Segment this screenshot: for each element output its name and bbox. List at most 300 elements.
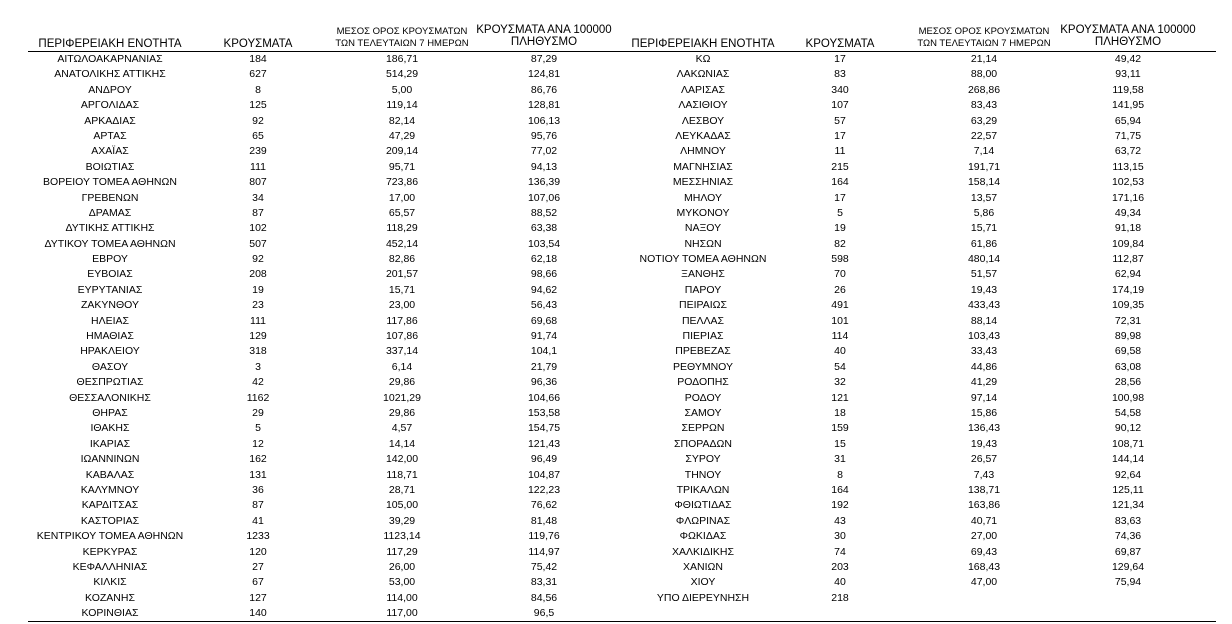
left-avg7-cell: 28,71 [388,483,416,496]
right-avg7-cell: 268,86 [967,83,1001,96]
left-region-cell: ΑΧΑΪΑΣ [91,145,129,158]
left-per100k-cell: 114,97 [528,545,560,558]
left-avg7-cell: 6,14 [391,360,413,373]
right-region-cell: ΦΩΚΙΔΑΣ [679,530,727,543]
left-avg7-cell: 337,14 [385,345,419,358]
left-per100k-cell: 119,76 [528,530,560,543]
right-per100k-cell: 71,75 [1114,129,1142,142]
right-avg7-cell: 15,71 [970,222,998,235]
table-row [0,160,1232,175]
right-avg7-cell: 433,43 [967,299,1001,312]
left-region-cell: ΑΝΔΡΟΥ [88,83,132,96]
table-row [0,498,1232,513]
table-row [0,237,1232,252]
left-avg7-cell: 47,29 [388,129,416,142]
left-avg7-cell: 23,00 [388,299,416,312]
left-cases-cell: 125 [249,99,267,112]
left-per100k-cell: 96,49 [530,453,558,466]
left-per100k-cell: 96,5 [533,607,555,620]
left-cases-cell: 318 [249,345,267,358]
header-avg-right [912,26,1056,50]
right-avg7-cell: 27,00 [970,530,998,543]
right-avg7-cell: 41,29 [970,376,998,389]
right-avg7-cell: 7,14 [973,145,995,158]
left-avg7-cell: 1021,29 [383,391,421,404]
right-region-cell: ΦΘΙΩΤΙΔΑΣ [674,499,732,512]
right-per100k-cell: 72,31 [1114,314,1142,327]
right-per100k-cell: 74,36 [1114,530,1142,543]
right-avg7-cell: 88,14 [970,314,998,327]
left-region-cell: ΚΟΖΑΝΗΣ [85,591,135,604]
right-cases-cell: 114 [831,330,849,343]
left-region-cell: ΘΕΣΣΑΛΟΝΙΚΗΣ [69,391,151,404]
left-per100k-cell: 21,79 [530,360,558,373]
left-per100k-cell: 153,58 [527,406,561,419]
right-cases-cell: 40 [834,345,846,358]
left-region-cell: ΕΥΡΥΤΑΝΙΑΣ [77,283,143,296]
left-region-cell: ΑΝΑΤΟΛΙΚΗΣ ΑΤΤΙΚΗΣ [54,68,166,81]
table-row [0,560,1232,575]
right-region-cell: ΛΕΥΚΑΔΑΣ [675,129,731,142]
left-avg7-cell: 117,00 [386,607,418,620]
right-region-cell: ΞΑΝΘΗΣ [681,268,725,281]
table-row [0,314,1232,329]
right-per100k-cell: 49,42 [1114,53,1142,65]
left-cases-cell: 208 [249,268,267,281]
left-avg7-cell: 95,71 [388,160,416,173]
left-avg7-cell: 14,14 [388,437,416,450]
left-region-cell: ΖΑΚΥΝΘΟΥ [80,299,139,312]
left-cases-cell: 1233 [246,530,270,543]
left-cases-cell: 507 [249,237,267,250]
left-avg7-cell: 452,14 [385,237,419,250]
left-avg7-cell: 17,00 [388,191,416,204]
left-per100k-cell: 136,39 [527,176,561,189]
left-region-cell: ΗΡΑΚΛΕΙΟΥ [80,345,140,358]
table-row [0,144,1232,159]
right-region-cell: ΣΕΡΡΩΝ [681,422,725,435]
right-cases-cell: 54 [834,360,846,373]
left-per100k-cell: 75,42 [530,560,558,573]
right-cases-cell: 83 [834,68,846,81]
right-avg7-cell: 5,86 [973,206,995,219]
right-per100k-cell: 144,14 [1111,453,1145,466]
right-cases-cell: 30 [834,530,846,543]
header-per100k-line2: ΠΛΗΘΥΣΜΟ [1094,36,1162,48]
table-row [0,298,1232,313]
table-row [0,129,1232,144]
right-avg7-cell: 168,43 [967,560,1001,573]
right-cases-cell: 340 [831,83,849,96]
table-row [0,591,1232,606]
right-region-cell: ΜΕΣΣΗΝΙΑΣ [672,176,734,189]
right-per100k-cell: 62,94 [1114,268,1142,281]
left-avg7-cell: 105,00 [385,499,419,512]
left-per100k-cell: 86,76 [530,83,558,96]
table-row [0,283,1232,298]
right-avg7-cell: 63,29 [970,114,998,127]
left-region-cell: ΘΕΣΠΡΩΤΙΑΣ [76,376,144,389]
right-avg7-cell: 480,14 [967,253,1001,266]
header-avg-line1: ΜΕΣΟΣ ΟΡΟΣ ΚΡΟΥΣΜΑΤΩΝ [336,26,468,37]
right-region-cell: ΜΑΓΝΗΣΙΑΣ [673,160,733,173]
right-cases-cell: 40 [834,576,846,589]
table-body [0,52,1232,621]
left-cases-cell: 34 [252,191,264,204]
right-cases-cell: 203 [831,560,849,573]
right-cases-cell: 218 [831,591,849,604]
left-per100k-cell: 83,31 [530,576,558,589]
left-region-cell: ΘΑΣΟΥ [91,360,129,373]
right-region-cell: ΠΕΛΛΑΣ [681,314,725,327]
left-per100k-cell: 81,48 [530,514,558,527]
left-avg7-cell: 15,71 [388,283,416,296]
left-cases-cell: 42 [252,376,264,389]
left-cases-cell: 140 [249,607,267,620]
right-avg7-cell: 26,57 [970,453,998,466]
right-region-cell: ΝΑΞΟΥ [684,222,722,235]
table-row [0,206,1232,221]
right-avg7-cell: 69,43 [970,545,998,558]
left-region-cell: ΘΗΡΑΣ [92,406,128,419]
left-region-cell: ΚΙΛΚΙΣ [93,576,127,589]
right-per100k-cell: 65,94 [1114,114,1142,127]
right-cases-cell: 15 [834,437,846,450]
header-per100k-line2: ΠΛΗΘΥΣΜΟ [510,36,578,48]
right-cases-cell: 192 [831,499,849,512]
left-region-cell: ΒΟΡΕΙΟΥ ΤΟΜΕΑ ΑΘΗΝΩΝ [43,176,177,189]
right-cases-cell: 17 [834,129,846,142]
right-per100k-cell: 63,72 [1114,145,1142,158]
right-cases-cell: 26 [834,283,846,296]
left-per100k-cell: 91,74 [530,330,558,343]
table-row [0,452,1232,467]
right-cases-cell: 107 [831,99,849,112]
table-row [0,529,1232,544]
right-region-cell: ΝΗΣΩΝ [684,237,722,250]
right-region-cell: ΡΟΔΟΠΗΣ [677,376,729,389]
left-avg7-cell: 118,71 [386,468,418,481]
right-per100k-cell: 109,84 [1111,237,1145,250]
left-cases-cell: 29 [252,406,264,419]
left-avg7-cell: 142,00 [385,453,419,466]
header-per100k-line1: ΚΡΟΥΣΜΑΤΑ ΑΝΑ 100000 [1060,24,1196,36]
left-cases-cell: 8 [255,83,261,96]
right-per100k-cell: 63,08 [1114,360,1142,373]
right-per100k-cell: 171,16 [1111,191,1145,204]
left-region-cell: ΑΡΓΟΛΙΔΑΣ [80,99,140,112]
left-avg7-cell: 29,86 [388,376,416,389]
left-cases-cell: 162 [249,453,267,466]
right-region-cell: ΠΕΙΡΑΙΩΣ [679,299,727,312]
right-cases-cell: 164 [831,483,849,496]
left-avg7-cell: 39,29 [388,514,416,527]
header-per100k-right [1054,24,1202,48]
left-cases-cell: 131 [249,468,267,481]
table-row [0,483,1232,498]
left-cases-cell: 127 [249,591,267,604]
table-row [0,344,1232,359]
left-avg7-cell: 186,71 [385,53,419,65]
table-row [0,175,1232,190]
left-cases-cell: 239 [249,145,267,158]
right-avg7-cell: 136,43 [967,422,1001,435]
left-cases-cell: 36 [252,483,264,496]
right-per100k-cell: 49,34 [1114,206,1142,219]
right-region-cell: ΠΙΕΡΙΑΣ [682,330,724,343]
left-region-cell: ΔΥΤΙΚΗΣ ΑΤΤΙΚΗΣ [65,222,155,235]
table-row [0,67,1232,82]
right-avg7-cell: 47,00 [970,576,998,589]
left-per100k-cell: 56,43 [530,299,558,312]
left-avg7-cell: 117,86 [386,314,418,327]
left-avg7-cell: 209,14 [385,145,419,158]
right-cases-cell: 164 [831,176,849,189]
left-cases-cell: 27 [252,560,264,573]
left-per100k-cell: 76,62 [530,499,558,512]
left-per100k-cell: 87,29 [530,53,558,65]
right-region-cell: ΡΟΔΟΥ [684,391,722,404]
right-avg7-cell: 13,57 [970,191,998,204]
right-per100k-cell: 92,64 [1114,468,1142,481]
left-avg7-cell: 82,86 [388,253,416,266]
header-cases-right: ΚΡΟΥΣΜΑΤΑ [805,38,875,50]
left-per100k-cell: 77,02 [530,145,558,158]
right-cases-cell: 18 [834,406,846,419]
right-cases-cell: 17 [834,53,846,65]
table-row [0,575,1232,590]
right-region-cell: ΤΡΙΚΑΛΩΝ [676,483,730,496]
right-region-cell: ΧΑΝΙΩΝ [683,560,723,573]
left-cases-cell: 3 [255,360,261,373]
right-region-cell: ΛΕΣΒΟΥ [681,114,725,127]
right-cases-cell: 11 [834,145,846,158]
right-region-cell: ΤΗΝΟΥ [684,468,722,481]
table-row [0,114,1232,129]
left-avg7-cell: 29,86 [388,406,416,419]
right-region-cell: ΧΑΛΚΙΔΙΚΗΣ [672,545,734,558]
right-avg7-cell: 61,86 [970,237,998,250]
right-region-cell: ΚΩ [695,53,711,65]
header-per100k-left [470,24,618,48]
right-per100k-cell: 75,94 [1114,576,1142,589]
table-row [0,252,1232,267]
right-cases-cell: 491 [831,299,849,312]
left-cases-cell: 111 [250,314,266,327]
right-per100k-cell: 112,87 [1112,253,1144,266]
right-per100k-cell: 83,63 [1114,514,1142,527]
right-per100k-cell: 121,34 [1111,499,1145,512]
header-avg-left [330,26,474,50]
right-avg7-cell: 22,57 [970,129,998,142]
left-per100k-cell: 94,13 [530,160,558,173]
left-avg7-cell: 65,57 [388,206,416,219]
right-per100k-cell: 91,18 [1114,222,1142,235]
left-avg7-cell: 4,57 [391,422,413,435]
left-avg7-cell: 723,86 [385,176,419,189]
left-cases-cell: 111 [250,160,266,173]
right-per100k-cell: 141,95 [1111,99,1145,112]
left-region-cell: ΙΘΑΚΗΣ [90,422,130,435]
right-avg7-cell: 7,43 [973,468,995,481]
left-region-cell: ΔΡΑΜΑΣ [88,206,132,219]
right-per100k-cell: 89,98 [1114,330,1142,343]
table-row [0,406,1232,421]
left-region-cell: ΚΕΡΚΥΡΑΣ [82,545,138,558]
left-region-cell: ΙΩΑΝΝΙΝΩΝ [80,453,140,466]
right-cases-cell: 121 [831,391,849,404]
table-row [0,329,1232,344]
left-per100k-cell: 122,23 [527,483,561,496]
table-row [0,468,1232,483]
right-avg7-cell: 83,43 [970,99,998,112]
left-region-cell: ΚΕΦΑΛΛΗΝΙΑΣ [72,560,148,573]
right-per100k-cell: 69,87 [1114,545,1142,558]
right-cases-cell: 57 [834,114,846,127]
left-avg7-cell: 82,14 [388,114,416,127]
right-cases-cell: 5 [837,206,843,219]
right-region-cell: ΥΠΟ ΔΙΕΡΕΥΝΗΣΗ [656,591,750,604]
right-region-cell: ΧΙΟΥ [690,576,716,589]
left-per100k-cell: 94,62 [530,283,558,296]
left-per100k-cell: 95,76 [530,129,558,142]
left-cases-cell: 627 [249,68,267,81]
table-row [0,267,1232,282]
header-avg-line2: ΤΩΝ ΤΕΛΕΥΤΑΙΩΝ 7 ΗΜΕΡΩΝ [917,38,1051,49]
left-region-cell: ΑΙΤΩΛΟΑΚΑΡΝΑΝΙΑΣ [57,53,163,65]
right-per100k-cell: 93,11 [1115,68,1141,81]
right-avg7-cell: 44,86 [970,360,998,373]
left-per100k-cell: 104,66 [527,391,561,404]
right-per100k-cell: 102,53 [1111,176,1145,189]
left-region-cell: ΑΡΤΑΣ [93,129,127,142]
right-region-cell: ΛΑΣΙΘΙΟΥ [678,99,728,112]
left-avg7-cell: 26,00 [388,560,416,573]
right-avg7-cell: 51,57 [970,268,998,281]
left-cases-cell: 67 [252,576,264,589]
table-row [0,360,1232,375]
left-cases-cell: 12 [252,437,264,450]
right-region-cell: ΝΟΤΙΟΥ ΤΟΜΕΑ ΑΘΗΝΩΝ [639,253,767,266]
left-region-cell: ΗΜΑΘΙΑΣ [86,330,134,343]
left-per100k-cell: 62,18 [530,253,558,266]
right-per100k-cell: 125,11 [1112,483,1144,496]
left-region-cell: ΚΑΣΤΟΡΙΑΣ [80,514,140,527]
left-avg7-cell: 118,29 [386,222,418,235]
right-region-cell: ΦΛΩΡΙΝΑΣ [675,514,731,527]
header-avg-line2: ΤΩΝ ΤΕΛΕΥΤΑΙΩΝ 7 ΗΜΕΡΩΝ [335,38,469,49]
left-region-cell: ΑΡΚΑΔΙΑΣ [84,114,136,127]
right-avg7-cell: 97,14 [970,391,998,404]
right-region-cell: ΛΑΡΙΣΑΣ [681,83,725,96]
right-cases-cell: 31 [834,453,846,466]
left-avg7-cell: 514,29 [385,68,419,81]
left-cases-cell: 87 [252,499,264,512]
right-avg7-cell: 138,71 [967,483,1001,496]
left-region-cell: ΗΛΕΙΑΣ [90,314,129,327]
right-avg7-cell: 88,00 [970,68,998,81]
right-region-cell: ΣΥΡΟΥ [685,453,721,466]
left-per100k-cell: 69,68 [530,314,558,327]
right-region-cell: ΠΡΕΒΕΖΑΣ [675,345,731,358]
left-region-cell: ΚΑΡΔΙΤΣΑΣ [81,499,139,512]
left-per100k-cell: 154,75 [527,422,561,435]
left-cases-cell: 807 [249,176,267,189]
right-per100k-cell: 108,71 [1111,437,1145,450]
left-region-cell: ΚΕΝΤΡΙΚΟΥ ΤΟΜΕΑ ΑΘΗΝΩΝ [36,530,184,543]
right-cases-cell: 32 [834,376,846,389]
right-avg7-cell: 40,71 [970,514,998,527]
left-cases-cell: 184 [249,53,267,65]
right-per100k-cell: 174,19 [1111,283,1145,296]
left-per100k-cell: 96,36 [530,376,558,389]
right-region-cell: ΣΠΟΡΑΔΩΝ [674,437,732,450]
right-region-cell: ΣΑΜΟΥ [684,406,722,419]
left-region-cell: ΒΟΙΩΤΙΑΣ [85,160,135,173]
left-region-cell: ΕΥΒΟΙΑΣ [87,268,133,281]
table-row [0,83,1232,98]
table-row [0,421,1232,436]
table-row [0,606,1232,621]
right-region-cell: ΠΑΡΟΥ [684,283,722,296]
left-avg7-cell: 119,14 [386,99,418,112]
left-cases-cell: 5 [255,422,261,435]
left-region-cell: ΚΟΡΙΝΘΙΑΣ [81,607,139,620]
table-row [0,191,1232,206]
right-per100k-cell: 100,98 [1111,391,1145,404]
left-cases-cell: 102 [249,222,267,235]
right-per100k-cell: 69,58 [1114,345,1142,358]
bottom-divider [28,621,1216,622]
table-row [0,514,1232,529]
table-row [0,52,1232,67]
right-per100k-cell: 90,12 [1114,422,1142,435]
right-per100k-cell: 113,15 [1112,160,1144,173]
left-per100k-cell: 104,87 [527,468,561,481]
left-per100k-cell: 103,54 [527,237,561,250]
right-avg7-cell: 15,86 [970,406,998,419]
header-avg-line1: ΜΕΣΟΣ ΟΡΟΣ ΚΡΟΥΣΜΑΤΩΝ [918,26,1050,37]
right-region-cell: ΜΗΛΟΥ [684,191,722,204]
table-row [0,545,1232,560]
left-region-cell: ΙΚΑΡΙΑΣ [89,437,131,450]
left-cases-cell: 120 [249,545,267,558]
right-per100k-cell: 54,58 [1114,406,1142,419]
left-avg7-cell: 117,29 [386,545,418,558]
header-cases-left: ΚΡΟΥΣΜΑΤΑ [223,38,293,50]
left-per100k-cell: 88,52 [530,206,558,219]
right-region-cell: ΛΑΚΩΝΙΑΣ [676,68,730,81]
left-region-cell: ΚΑΛΥΜΝΟΥ [80,483,140,496]
left-cases-cell: 1162 [246,391,270,404]
right-cases-cell: 215 [831,160,849,173]
left-per100k-cell: 104,1 [530,345,558,358]
left-avg7-cell: 5,00 [391,83,413,96]
left-region-cell: ΚΑΒΑΛΑΣ [85,468,135,481]
left-avg7-cell: 114,00 [386,591,418,604]
right-cases-cell: 43 [834,514,846,527]
left-per100k-cell: 124,81 [527,68,561,81]
header-per100k-line1: ΚΡΟΥΣΜΑΤΑ ΑΝΑ 100000 [476,24,612,36]
right-region-cell: ΛΗΜΝΟΥ [680,145,726,158]
right-per100k-cell: 129,64 [1111,560,1145,573]
left-cases-cell: 23 [252,299,264,312]
right-cases-cell: 8 [837,468,843,481]
right-cases-cell: 598 [831,253,849,266]
left-cases-cell: 19 [252,283,264,296]
table-row [0,391,1232,406]
right-avg7-cell: 191,71 [967,160,1001,173]
